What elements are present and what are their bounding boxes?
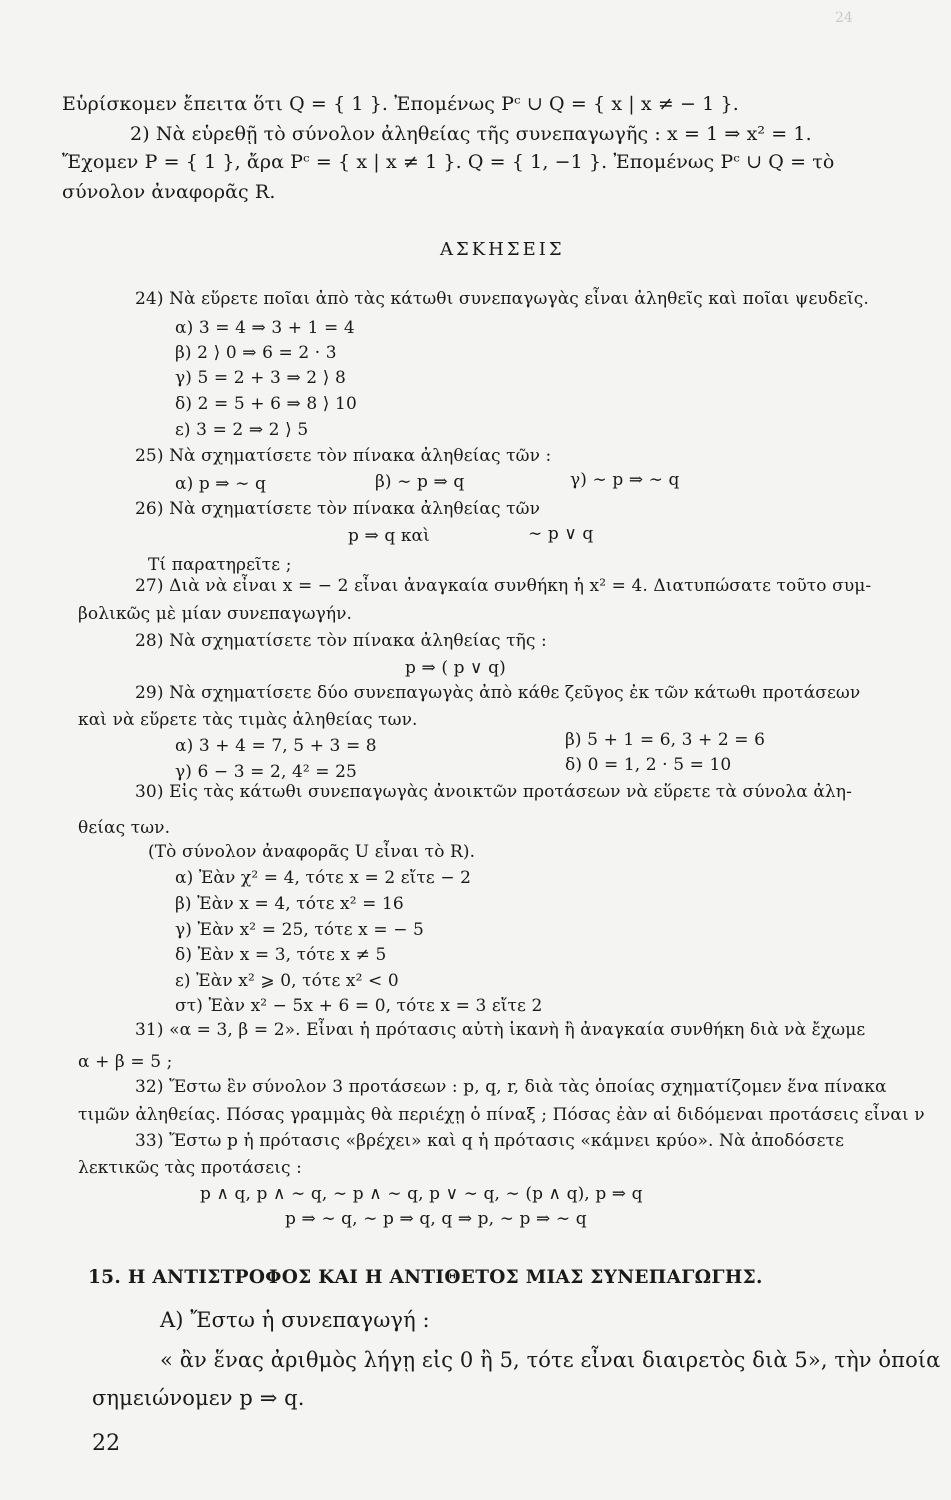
text-line: α + β = 5 ;	[78, 1052, 173, 1072]
exercise-item: γ) Ἐὰν x² = 25, τότε x = − 5	[175, 920, 424, 940]
exercise-item: δ) 0 = 1, 2 · 5 = 10	[565, 755, 732, 775]
exercise-item: στ) Ἐὰν x² − 5x + 6 = 0, τότε x = 3 εἴτε 2	[175, 996, 543, 1016]
text-line: θείας των.	[78, 818, 171, 838]
exercise-item: p ⇒ ( p ∨ q)	[405, 658, 506, 678]
exercise-24: 24) Νὰ εὕρετε ποῖαι ἀπὸ τὰς κάτωθι συνεπαγωγὰς εἶναι ἀληθεῖς καὶ ποῖαι ψευδεῖς.	[135, 289, 869, 309]
text-line: Εὑρίσκομεν ἔπειτα ὅτι Q = { 1 }. Ἐπομένως Pᶜ ∪ Q = { x | x ≠ − 1 }.	[62, 93, 739, 115]
text-line: καὶ νὰ εὕρετε τὰς τιμὰς ἀληθείας των.	[78, 710, 418, 730]
exercise-27: 27) Διὰ νὰ εἶναι x = − 2 εἶναι ἀναγκαία συνθήκη ἡ x² = 4. Διατυπώσατε τοῦτο συμ-	[135, 576, 872, 596]
page-number: 22	[92, 1431, 121, 1456]
exercise-item: α) 3 + 4 = 7, 5 + 3 = 8	[175, 736, 377, 756]
exercise-item: δ) 2 = 5 + 6 ⇒ 8 ⟩ 10	[175, 394, 357, 414]
exercises-heading: ΑΣΚΗΣΕΙΣ	[440, 239, 565, 260]
text-line: τιμῶν ἀληθείας. Πόσας γραμμὰς θὰ περιέχῃ ὁ πίναξ ; Πόσας ἐὰν αἱ διδόμεναι προτάσεις εἶναι ν	[78, 1105, 925, 1125]
exercise-item: δ) Ἐὰν x = 3, τότε x ≠ 5	[175, 945, 387, 965]
bleed-mark: 24	[835, 10, 853, 26]
text-line: 2) Νὰ εὑρεθῇ τὸ σύνολον ἀληθείας τῆς συνεπαγωγῆς : x = 1 ⇒ x² = 1.	[130, 123, 812, 145]
exercise-item: α) p ⇒ ∼ q	[175, 474, 266, 494]
exercise-item: ∼ p ∨ q	[528, 524, 594, 544]
exercise-33: 33) Ἔστω p ἡ πρότασις «βρέχει» καὶ q ἡ πρότασις «κάμνει κρύο». Νὰ ἀποδόσετε	[135, 1131, 844, 1151]
exercise-31: 31) «α = 3, β = 2». Εἶναι ἡ πρότασις αὐτὴ ἱκανὴ ἢ ἀναγκαία συνθήκη διὰ νὰ ἔχωμε	[135, 1020, 866, 1040]
exercise-25: 25) Νὰ σχηματίσετε τὸν πίνακα ἀληθείας τῶν :	[135, 446, 552, 466]
text-line: σημειώνομεν p ⇒ q.	[92, 1386, 305, 1410]
exercise-item: p ⇒ q καὶ	[348, 526, 430, 546]
text-line: Ἔχομεν P = { 1 }, ἄρα Pᶜ = { x | x ≠ 1 }. Q = { 1, −1 }. Ἐπομένως Pᶜ ∪ Q = τὸ	[62, 151, 835, 173]
formula-line: p ⇒ ∼ q, ∼ p ⇒ q, q ⇒ p, ∼ p ⇒ ∼ q	[285, 1209, 587, 1229]
text-line: βολικῶς μὲ μίαν συνεπαγωγήν.	[78, 604, 353, 624]
exercise-28: 28) Νὰ σχηματίσετε τὸν πίνακα ἀληθείας τῆς :	[135, 631, 547, 651]
exercise-item: γ) 5 = 2 + 3 ⇒ 2 ⟩ 8	[175, 368, 346, 388]
text-line: (Τὸ σύνολον ἀναφορᾶς U εἶναι τὸ R).	[148, 842, 476, 862]
exercise-item: γ) ∼ p ⇒ ∼ q	[570, 470, 680, 490]
exercise-item: β) 2 ⟩ 0 ⇒ 6 = 2 · 3	[175, 343, 337, 363]
formula-line: p ∧ q, p ∧ ∼ q, ∼ p ∧ ∼ q, p ∨ ∼ q, ∼ (p ∧ q), p ⇒ q	[200, 1184, 643, 1204]
exercise-item: γ) 6 − 3 = 2, 4² = 25	[175, 762, 357, 782]
exercise-32: 32) Ἔστω ἓν σύνολον 3 προτάσεων : p, q, r, διὰ τὰς ὁποίας σχηματίζομεν ἕνα πίνακα	[135, 1077, 887, 1097]
exercise-item: β) ∼ p ⇒ q	[375, 472, 465, 492]
exercise-item: β) Ἐὰν x = 4, τότε x² = 16	[175, 894, 404, 914]
exercise-item: α) 3 = 4 ⇒ 3 + 1 = 4	[175, 318, 355, 338]
text-line: Α) Ἔστω ἡ συνεπαγωγή :	[160, 1308, 430, 1332]
section-title: 15. Η ΑΝΤΙΣΤΡΟΦΟΣ ΚΑΙ Η ΑΝΤΙΘΕΤΟΣ ΜΙΑΣ ΣΥΝΕΠΑΓΩΓΗΣ.	[88, 1267, 763, 1288]
exercise-29: 29) Νὰ σχηματίσετε δύο συνεπαγωγὰς ἀπὸ κάθε ζεῦγος ἐκ τῶν κάτωθι προτάσεων	[135, 683, 861, 703]
exercise-item: ε) 3 = 2 ⇒ 2 ⟩ 5	[175, 420, 309, 440]
exercise-item: β) 5 + 1 = 6, 3 + 2 = 6	[565, 730, 766, 750]
text-line: λεκτικῶς τὰς προτάσεις :	[78, 1158, 302, 1178]
exercise-item: α) Ἐὰν χ² = 4, τότε x = 2 εἴτε − 2	[175, 868, 472, 888]
text-line: « ἂν ἕνας ἀριθμὸς λήγῃ εἰς 0 ἢ 5, τότε εἶναι διαιρετὸς διὰ 5», τὴν ὁποία	[160, 1348, 941, 1372]
exercise-30: 30) Εἰς τὰς κάτωθι συνεπαγωγὰς ἀνοικτῶν προτάσεων νὰ εὕρετε τὰ σύνολα ἀλη-	[135, 782, 852, 802]
exercise-question: Τί παρατηρεῖτε ;	[148, 555, 292, 575]
text-line: σύνολον ἀναφορᾶς R.	[62, 181, 276, 203]
exercise-item: ε) Ἐὰν x² ⩾ 0, τότε x² < 0	[175, 971, 399, 991]
exercise-26: 26) Νὰ σχηματίσετε τὸν πίνακα ἀληθείας τῶν	[135, 499, 541, 519]
